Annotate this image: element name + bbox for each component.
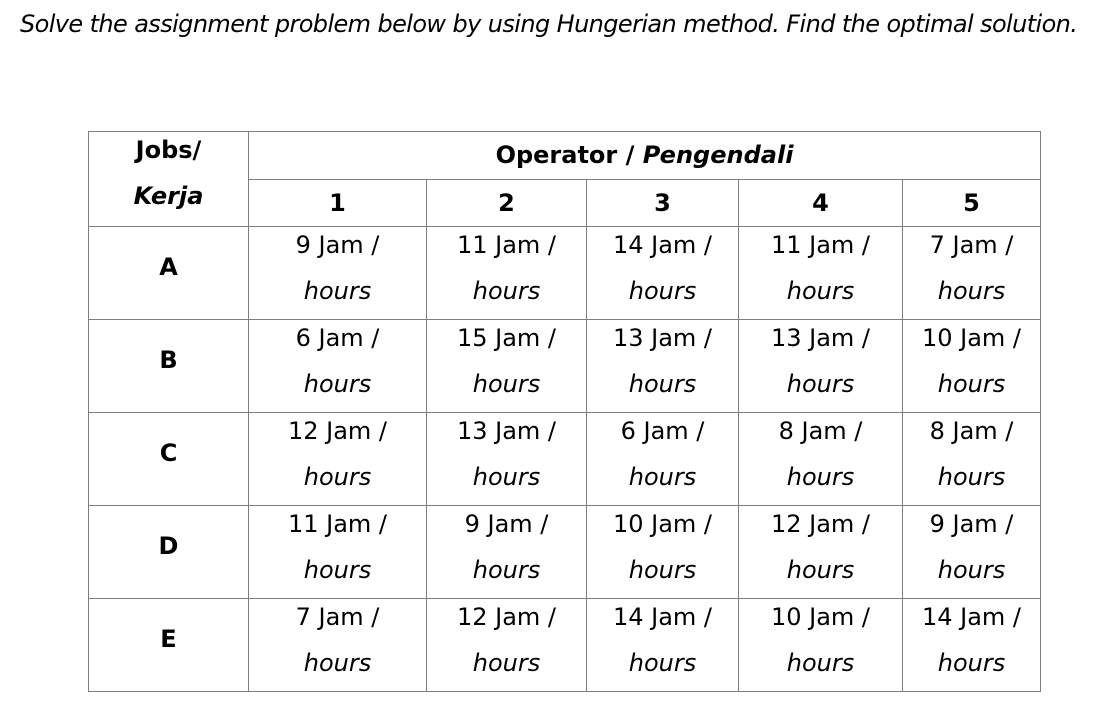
operator-header-label: Operator /: [495, 141, 635, 170]
cost-value: 12 Jam /: [456, 603, 557, 631]
cost-unit: hours: [303, 463, 372, 491]
cost-cell: [249, 227, 427, 320]
cost-value: 11 Jam /: [770, 231, 871, 259]
cost-value: 10 Jam /: [921, 324, 1022, 352]
cost-unit: hours: [472, 370, 541, 398]
cost-unit: hours: [937, 556, 1006, 584]
operator-number-header: 4: [739, 179, 903, 227]
cost-cell: [903, 506, 1041, 599]
cost-unit: hours: [628, 649, 697, 677]
job-label: D: [158, 532, 179, 560]
cost-unit: hours: [786, 277, 855, 305]
corner-header-cell: [89, 132, 249, 227]
header-row-operators: [89, 132, 1041, 180]
cost-value: 10 Jam /: [612, 510, 713, 538]
cost-cell: [249, 506, 427, 599]
cost-value: 10 Jam /: [770, 603, 871, 631]
operator-number-header: 3: [587, 179, 739, 227]
cost-cell: [903, 227, 1041, 320]
assignment-table: [88, 131, 1041, 692]
cost-cell: [739, 320, 903, 413]
cost-cell: [427, 227, 587, 320]
cost-cell: [587, 413, 739, 506]
cost-cell: [587, 320, 739, 413]
job-label-cell: [89, 413, 249, 506]
job-label-cell: [89, 320, 249, 413]
cost-unit: hours: [303, 277, 372, 305]
cost-unit: hours: [628, 556, 697, 584]
cost-cell: [739, 599, 903, 692]
cost-unit: hours: [472, 463, 541, 491]
cost-value: 14 Jam /: [612, 603, 713, 631]
job-label-cell: [89, 506, 249, 599]
cost-unit: hours: [937, 463, 1006, 491]
cost-unit: hours: [472, 556, 541, 584]
cost-cell: [587, 599, 739, 692]
cost-value: 12 Jam /: [287, 417, 388, 445]
table-row: [89, 599, 1041, 692]
cost-value: 14 Jam /: [612, 231, 713, 259]
table-row: [89, 413, 1041, 506]
operator-header-label-italic: Pengendali: [642, 141, 794, 170]
job-label: C: [159, 439, 178, 467]
cost-cell: [903, 599, 1041, 692]
cost-cell: [249, 599, 427, 692]
cost-unit: hours: [786, 649, 855, 677]
cost-cell: [587, 506, 739, 599]
cost-value: 8 Jam /: [778, 417, 863, 445]
cost-unit: hours: [303, 370, 372, 398]
corner-header-kerja: Kerja: [133, 182, 204, 210]
cost-cell: [427, 320, 587, 413]
cost-cell: [427, 599, 587, 692]
cost-cell: [427, 413, 587, 506]
job-label: E: [160, 625, 177, 653]
table-row: [89, 506, 1041, 599]
cost-value: 13 Jam /: [612, 324, 713, 352]
cost-cell: [903, 320, 1041, 413]
operator-number-header: 2: [427, 179, 587, 227]
operator-number-header: 5: [903, 179, 1041, 227]
cost-value: 11 Jam /: [456, 231, 557, 259]
cost-cell: [739, 413, 903, 506]
cost-cell: [427, 506, 587, 599]
cost-value: 7 Jam /: [295, 603, 380, 631]
problem-statement: Solve the assignment problem below by using Hungerian method. Find the optimal solution.: [20, 10, 1078, 38]
cost-cell: [903, 413, 1041, 506]
job-label: A: [159, 253, 178, 281]
cost-cell: [587, 227, 739, 320]
operator-number-header: 1: [249, 179, 427, 227]
cost-unit: hours: [937, 649, 1006, 677]
cost-unit: hours: [303, 556, 372, 584]
cost-unit: hours: [628, 463, 697, 491]
cost-unit: hours: [472, 649, 541, 677]
cost-value: 6 Jam /: [620, 417, 705, 445]
table-row: [89, 227, 1041, 320]
cost-unit: hours: [786, 556, 855, 584]
cost-value: 7 Jam /: [929, 231, 1014, 259]
job-label-cell: [89, 227, 249, 320]
cost-value: 15 Jam /: [456, 324, 557, 352]
table-row: [89, 320, 1041, 413]
cost-value: 14 Jam /: [921, 603, 1022, 631]
job-label: B: [159, 346, 178, 374]
cost-unit: hours: [303, 649, 372, 677]
cost-cell: [739, 227, 903, 320]
operator-header-cell: [249, 132, 1041, 180]
cost-value: 8 Jam /: [929, 417, 1014, 445]
cost-unit: hours: [937, 277, 1006, 305]
cost-value: 13 Jam /: [456, 417, 557, 445]
cost-value: 6 Jam /: [295, 324, 380, 352]
job-label-cell: [89, 599, 249, 692]
cost-unit: hours: [472, 277, 541, 305]
cost-cell: [249, 320, 427, 413]
cost-unit: hours: [628, 277, 697, 305]
cost-cell: [249, 413, 427, 506]
cost-value: 12 Jam /: [770, 510, 871, 538]
cost-value: 13 Jam /: [770, 324, 871, 352]
cost-value: 11 Jam /: [287, 510, 388, 538]
cost-unit: hours: [786, 370, 855, 398]
cost-unit: hours: [786, 463, 855, 491]
cost-value: 9 Jam /: [929, 510, 1014, 538]
cost-cell: [739, 506, 903, 599]
cost-value: 9 Jam /: [464, 510, 549, 538]
corner-header-jobs: Jobs/: [135, 136, 202, 164]
cost-unit: hours: [937, 370, 1006, 398]
cost-value: 9 Jam /: [295, 231, 380, 259]
cost-unit: hours: [628, 370, 697, 398]
